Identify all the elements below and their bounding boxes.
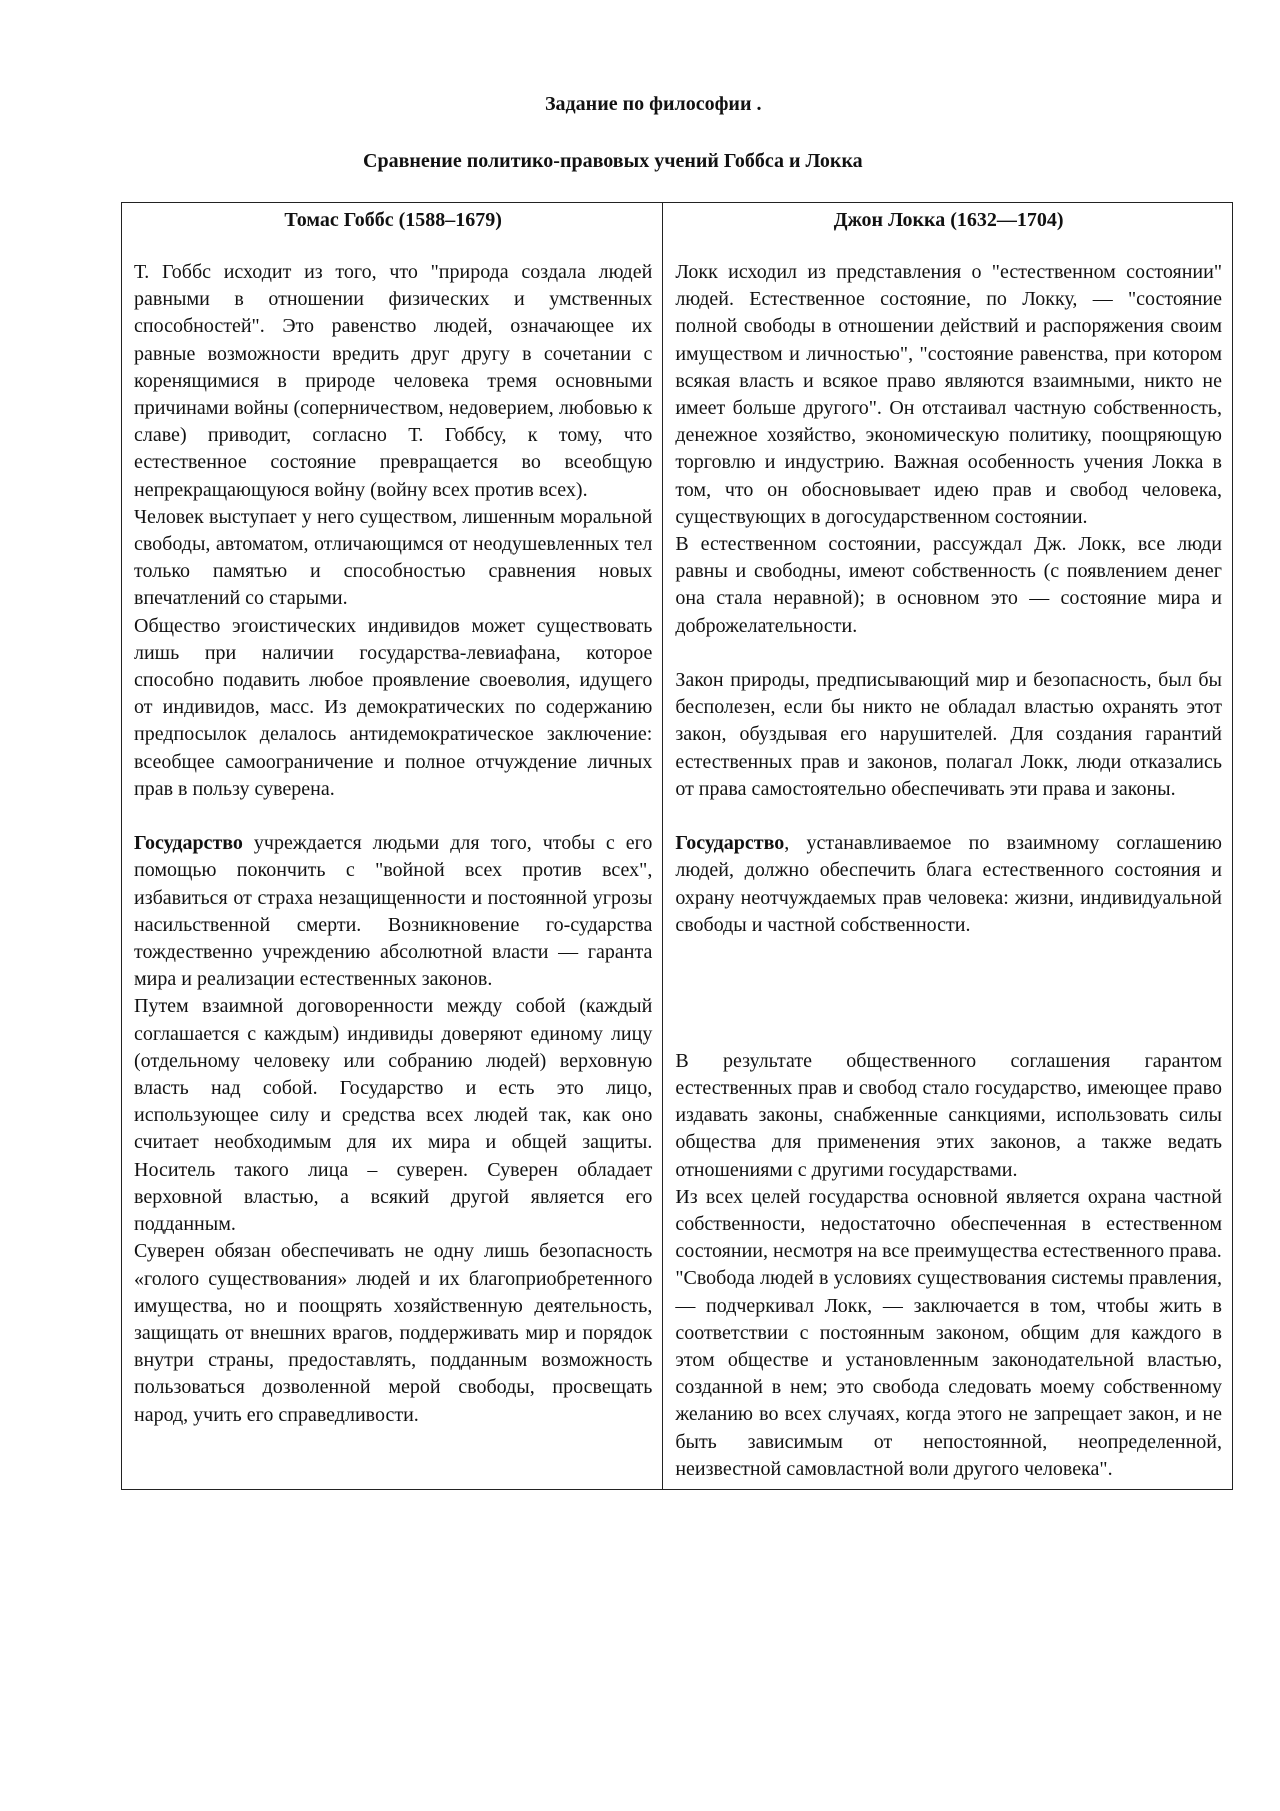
page-subtitle: Сравнение политико-правовых учений Гоббса и Локка [363,150,863,172]
locke-state-term: Государство [675,832,785,855]
locke-paragraph-social-agreement: В результате общественного соглашения гарантом естественных прав и свобод стало государство, имеющее право издавать законы, снабженные санкциями, использовать силы общества для применения этих законов, а также ведать отношениями с другими государствами. [675,1049,1222,1181]
hobbes-paragraph-agreement: Путем взаимной договоренности между собой (каждый соглашается с каждым) индивиды доверяют единому лицу (отдельному человеку или собранию людей) верховную власть над собой. Государство и есть это лицо, использующее силу и средства всех людей так, как оно считает необходимым для их мира и общей защиты. Носитель такого лица – суверен. Суверен обладает верховной властью, а всякий другой является его подданным. [134,995,653,1236]
hobbes-state-text: учреждается людьми для того, чтобы с его помощью покончить с "войной всех против всех", избавиться от страха незащищенности и постоянной угрозы насильственной смерти. Возникновение го-сударства тождественно учреждению абсолютной власти — гаранта мира и реализации естественных законов. [134,832,653,991]
hobbes-paragraph-sovereign-duties: Суверен обязан обеспечивать не одну лишь безопасность «голого существования» людей и их благоприобретенного имущества, но и поощрять хозяйственную деятельность, защищать от внешних врагов, поддерживать мир и порядок внутри страны, предоставлять, подданным возможность пользоваться дозволенной мерой свободы, просвещать народ, учить его справедливости. [134,1240,653,1426]
locke-paragraph-state [675,830,1222,939]
locke-paragraph-equality: В естественном состоянии, рассуждал Дж. Локк, все люди равны и свободны, имеют собственность (с появлением денег она стала неравной); в основном это — состояние мира и доброжелательности. [675,533,1222,637]
locke-paragraph-natural-state: Локк исходил из представления о "естественном состоянии" людей. Естественное состояние, по Локку, — "состояние полной свободы в отношении действий и распоряжения своим имуществом и личностью", "состояние равенства, при котором всякая власть и всякое право являются взаимными, никто не имеет больше другого". Он отстаивал частную собственность, денежное хозяйство, экономическую политику, поощряющую торговлю и индустрию. Важная особенность учения Локка в том, что он обосновывает идею прав и свобод человека, существующих в догосударственном состоянии. [675,261,1222,528]
locke-paragraph-law-of-nature: Закон природы, предписывающий мир и безопасность, был бы бесполезен, если бы никто не обладал властью охранять этот закон, обуздывая его нарушителей. Для создания гарантий естественных прав и законов, полагал Локк, люди отказались от права самостоятельно обеспечивать эти права и законы. [675,669,1222,800]
page-title: Задание по философии . [545,93,762,115]
hobbes-paragraph-state [134,830,652,993]
locke-state-text: , устанавливаемое по взаимному соглашению людей, должно обеспечить блага естественного состояния и охрану неотчуждаемых прав человека: жизни, индивидуальной свободы и частной собственности. [675,832,1222,936]
hobbes-paragraph-natural-state: Т. Гоббс исходит из того, что "природа создала людей равными в отношении физических и умственных способностей". Это равенство людей, означающее их равные возможности вредить друг другу в сочетании с коренящимися в природе человека тремя основными причинами войны (соперничеством, недоверием, любовью к славе) приводит, согласно Т. Гоббсу, к тому, что естественное состояние превращается во всеобщую непрекращающуюся войну (войну всех против всех). [134,261,653,501]
locke-paragraph-property: Из всех целей государства основной является охрана частной собственности, недостаточно обеспеченная в естественном состоянии, несмотря на все преимущества естественного права. [675,1185,1222,1263]
locke-header: Джон Локка (1632—1704) [833,209,1064,231]
hobbes-header: Томас Гоббс (1588–1679) [284,209,502,231]
locke-paragraph-freedom-quote: "Свобода людей в условиях существования системы правления, — подчеркивал Локк, — заключается в том, чтобы жить в соответствии с постоянным законом, общим для каждого в этом обществе и установленным законодательной властью, созданной в нем; это свобода следовать моему собственному желанию во всех случаях, когда этого не запрещает закон, и не быть зависимым от непостоянной, неопределенной, неизвестной самовластной воли другого человека". [675,1267,1222,1480]
hobbes-paragraph-society: Общество эгоистических индивидов может существовать лишь при наличии государства-левиафана, которое способно подавить любое проявление своеволия, идущего от индивидов, масс. Из демократических по содержанию предпосылок делалось антидемократическое заключение: всеобщее самоограничение и полное отчуждение личных прав в пользу суверена. [134,614,653,800]
hobbes-column [122,203,663,1490]
comparison-table [121,202,1233,1490]
hobbes-paragraph-human: Человек выступает у него существом, лишенным моральной свободы, автоматом, отличающимся от неодушевленных тел только памятью и способностью сравнения новых впечатлений со старыми. [134,505,653,610]
locke-column [663,203,1233,1490]
hobbes-state-term: Государство [134,832,243,855]
table-row [122,203,1233,1490]
